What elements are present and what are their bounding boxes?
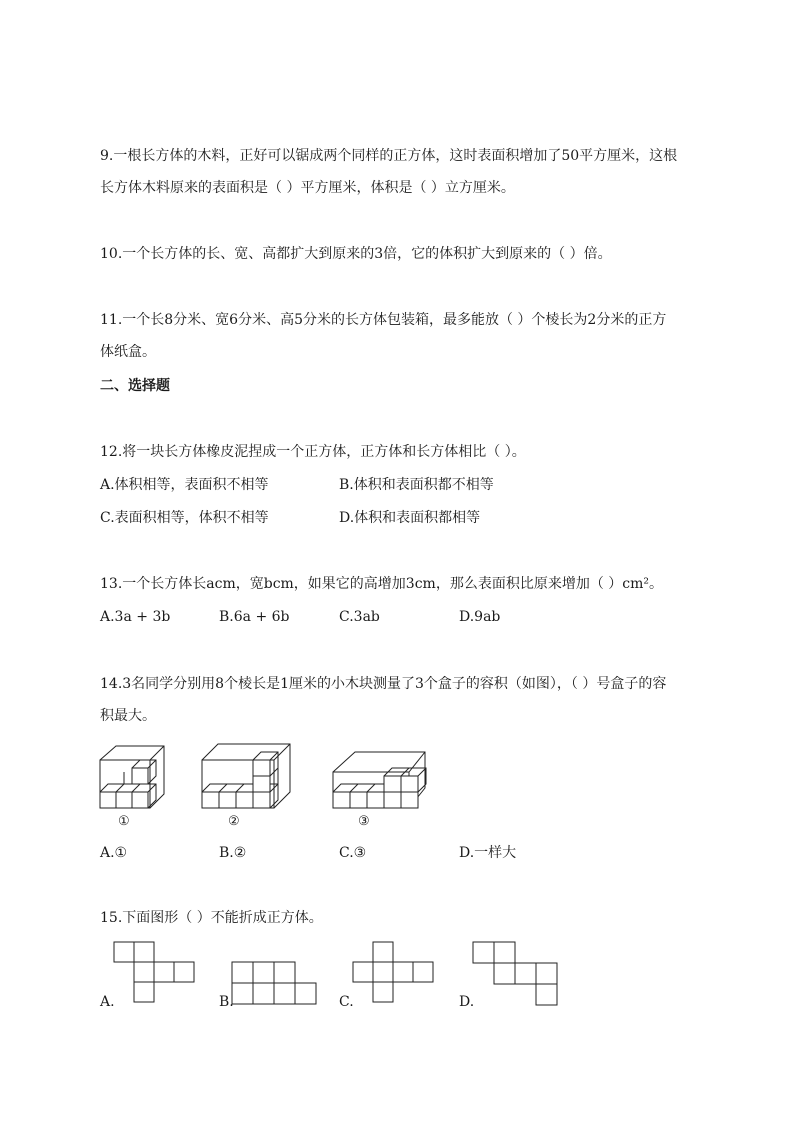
net-figure-d: [472, 941, 562, 1007]
q12-option-d[interactable]: D.体积和表面积都相等: [339, 510, 481, 526]
q14-option-c[interactable]: C.③: [339, 845, 367, 861]
box-label-3: ③: [358, 814, 370, 829]
box-figure-2: [200, 742, 292, 812]
q13-option-b[interactable]: B.6a + 6b: [219, 609, 290, 625]
q15-option-d[interactable]: D.: [459, 994, 475, 1010]
q12-option-a[interactable]: A.体积相等，表面积不相等: [100, 477, 269, 493]
q12-option-c[interactable]: C.表面积相等，体积不相等: [100, 510, 269, 526]
q14-line2: 积最大。: [100, 708, 156, 724]
net-figure-a: [113, 941, 203, 1007]
q15-option-a[interactable]: A.: [100, 994, 115, 1010]
q11-line1: 11.一个长8分米、宽6分米、高5分米的长方体包装箱，最多能放（ ）个棱长为2分米的正方: [100, 312, 667, 328]
q14-option-b[interactable]: B.②: [219, 845, 247, 861]
q15-option-c[interactable]: C.: [339, 994, 354, 1010]
q12-stem: 12.将一块长方体橡皮泥捏成一个正方体，正方体和长方体相比（ ）。: [100, 444, 526, 460]
q13-option-c[interactable]: C.3ab: [339, 609, 380, 625]
q13-option-a[interactable]: A.3a + 3b: [100, 609, 171, 625]
q14-option-a[interactable]: A.①: [100, 845, 128, 861]
section-heading: 二、选择题: [100, 378, 170, 394]
q12-option-b[interactable]: B.体积和表面积都不相等: [339, 477, 494, 493]
box-label-1: ①: [118, 814, 130, 829]
box-figure-1: [98, 742, 168, 812]
q10-stem: 10.一个长方体的长、宽、高都扩大到原来的3倍，它的体积扩大到原来的（ ）倍。: [100, 246, 612, 262]
q15-stem: 15.下面图形（ ）不能折成正方体。: [100, 910, 323, 926]
q9-line2: 长方体木料原来的表面积是（ ）平方厘米，体积是（ ）立方厘米。: [100, 180, 515, 196]
q11-line2: 体纸盒。: [100, 344, 156, 360]
q15-option-b[interactable]: B.: [219, 994, 234, 1010]
q13-option-d[interactable]: D.9ab: [459, 609, 501, 625]
net-figure-b: [231, 961, 323, 1027]
q9-line1: 9.一根长方体的木料，正好可以锯成两个同样的正方体，这时表面积增加了50平方厘米，这根: [100, 148, 678, 164]
box-label-2: ②: [228, 814, 240, 829]
box-figure-3: [331, 742, 427, 812]
q13-stem: 13.一个长方体长acm，宽bcm，如果它的高增加3cm，那么表面积比原来增加（ ）cm²。: [100, 576, 664, 592]
net-figure-c: [352, 941, 442, 1007]
q14-option-d[interactable]: D.一样大: [459, 845, 517, 861]
q14-line1: 14.3名同学分别用8个棱长是1厘米的小木块测量了3个盒子的容积（如图），（ ）号盒子的容: [100, 676, 667, 692]
